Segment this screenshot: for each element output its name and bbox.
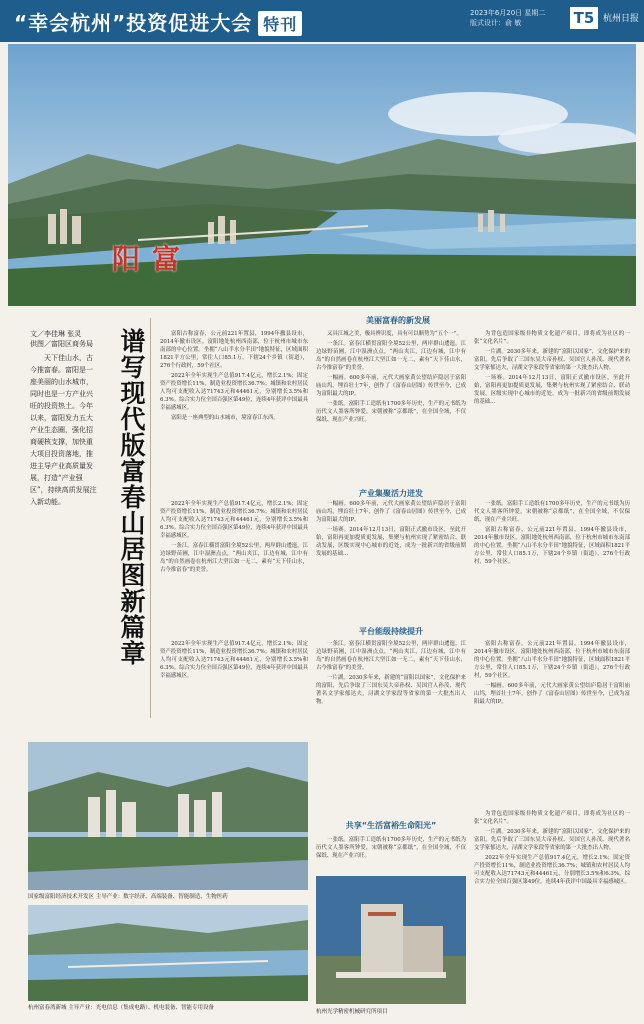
section-heading-shared-prosperity: 共享“生活富裕生命阳光” bbox=[345, 821, 437, 830]
development-zone-image bbox=[28, 742, 308, 890]
paragraph: 2022年全年实现生产总值917.4亿元，增长2.1%；固定资产投资增长11%，制造业投资增长36.7%；城镇和农村居民人均可支配收入达71743元和44461元，分别增长3.5%和6.3%。综合实力位全国百强区第49位，连续4年获评中国最具幸福感城区。 bbox=[474, 855, 630, 885]
article-column-10 bbox=[316, 836, 466, 876]
article-column-8 bbox=[316, 640, 466, 800]
paragraph: 一条江。富春江横贯富阳全境52公里，两岸群山逶迤，江边绿野苗圃，江中湿洲点点，“两山夹江，江边有城，江中有岛”的自然画卷在杭州江大坚江如一无二，素有“天下佳山水，古今推富春”的美誉。 bbox=[316, 641, 466, 671]
photo-credit: 供图／富阳区商务局 bbox=[30, 340, 93, 348]
section-heading-development: 美丽富春的新发展 bbox=[366, 316, 430, 325]
caption-optics-institute: 杭州光学精密机械研究所项目 bbox=[316, 1009, 388, 1015]
section-heading-platform: 平台能级持续提升 bbox=[359, 627, 423, 636]
paragraph: 一片湖。2030多年来，新建的“富阳以国家”，文化保护来的富阳，先后争取了三国东吴大帝孙权、吴国官人孙茂、现代著名文学家郁达夫，浔湖文学家段等省家的第一大批杰出人物。 bbox=[474, 829, 630, 851]
article-column-7 bbox=[160, 640, 308, 720]
article-column-4 bbox=[160, 500, 308, 620]
photo-new-city bbox=[28, 905, 308, 1001]
paragraph: 一张纸。富阳手工造纸有1700多年历史，生产的元书纸为历代文人墨客所钟爱，宋朝被称“京都纸”，在全国全域，不仅保纸、现在产业兴旺。 bbox=[474, 501, 630, 523]
optics-institute-image bbox=[316, 876, 466, 1004]
photo-development-zone bbox=[28, 742, 308, 890]
issue-date: 2023年6月20日 星期二 bbox=[470, 9, 546, 17]
article-column-9 bbox=[474, 640, 630, 800]
supplement-title: “幸会杭州”投资促进大会 特刊 bbox=[14, 7, 302, 36]
article-column-3 bbox=[474, 330, 630, 480]
city-river-panorama bbox=[8, 44, 636, 306]
paragraph: 一张纸。富阳手工造纸有1700多年历史，生产的元书纸为历代文人墨客所钟爱，宋朝被称“京都纸”，在全国全域，不仅保纸、现在产业兴旺。 bbox=[316, 401, 466, 423]
fuyang-calligraphy: 富阳 bbox=[108, 244, 181, 278]
paragraph: 2022年全年实现生产总值917.4亿元，增长2.1%；固定资产投资增长11%，制造业投资增长36.7%；城镇和农村居民人均可支配收入达71743元和44461元，分别增长3.5%和6.3%。综合实力位全国百强区第49位，连续4年获评中国最具幸福感城区。 bbox=[160, 501, 308, 539]
paragraph: 一片湖。2030多年来，新建的“富阳以国家”，文化保护来的富阳，先后争取了三国东吴大帝孙权、吴国官人孙茂、现代著名文学家郁达夫，浔湖文学家段等省家的第一大批杰出人物。 bbox=[474, 349, 630, 371]
hero-photo bbox=[8, 44, 636, 306]
paragraph: 又具江城之美，极具辨识度，具有可以顺势为“五个一”。 bbox=[327, 331, 462, 337]
paragraph: 一场赛。2014年12月13日，富阳正式撤市设区，至此开始，富阳再更加提质更发展，集聚与杭州实现了紧密结合、联动发展，区级实现中心城市的近处，成为一批新兴的省级前期发展的基础... bbox=[316, 527, 466, 557]
byline bbox=[30, 329, 93, 349]
special-issue-badge: 特刊 bbox=[258, 11, 302, 36]
paragraph: 一幅画。600多年前，元代大画家黄公望结庐隐居于富阳庙山坞，埋首壮士7年，创作了《富春山居图》传世至今，已成为富阳最大的IP。 bbox=[316, 501, 466, 523]
paragraph: 富阳古称富春，公元前221年置县，1994年撤县设市，2014年撤市设区。富阳地处杭州西南部，位于杭州市城市东南部的中心位置。坐拥“八山半水分半田”地貌特征，区域面积1821平方公里，常住人口85.1万，下辖24个乡镇（街道），276个行政村，59个社区。 bbox=[474, 641, 630, 679]
paragraph: 一条江。富春江横贯富阳全境52公里，两岸群山逶迤，江边绿野苗圃，江中湿洲点点，“两山夹江，江边有城，江中有岛”的自然画卷在杭州江大坚江如一无二，素有“天下佳山水，古今推富春”的美誉。 bbox=[316, 341, 466, 371]
newspaper-logo: 杭州日报 bbox=[603, 14, 640, 24]
column-divider bbox=[150, 318, 151, 718]
paragraph: 一场赛。2014年12月13日，富阳正式撤市设区，至此开始，富阳再更加提质更发展，集聚与杭州实现了紧密结合、联动发展，区级实现中心城市的近处，成为一批新兴的省级前期发展的基础... bbox=[474, 375, 630, 405]
page-number: T5 bbox=[570, 7, 598, 29]
photo-optics-institute bbox=[316, 876, 466, 1004]
section-heading-industry: 产业集聚活力迸发 bbox=[359, 489, 423, 498]
intro-paragraph: 天下佳山水，古今推富春。富阳是一座美丽的山水城市，同时也是一方产业兴旺的投资热土。今年以来，富阳发力五大产业生态圈，强化招商硬核支撑，加快重大项目投资落地，推进主导产业高质量发展，打造“产业强区”，持续高质发展注入新动能。 bbox=[30, 354, 97, 506]
article-column-1 bbox=[160, 330, 308, 480]
layout-editor: 版式设计：俞 敏 bbox=[470, 19, 522, 27]
article-column-6 bbox=[474, 500, 630, 620]
main-headline: 谱写现代版富春山居图新篇章 bbox=[117, 328, 146, 666]
paragraph: 一片湖。2030多年来，新建的“富阳以国家”，文化保护来的富阳，先后争取了三国东吴大帝孙权、吴国官人孙茂、现代著名文学家郁达夫，浔湖文学家段等省家的第一大批杰出人物。 bbox=[316, 675, 466, 705]
paragraph: 富阳是一座典型的山水城市，境富春江东西。 bbox=[171, 415, 279, 421]
caption-development-zone: 国家级富阳经济技术开发区 主导产业：数字经济、高端装备、智能制造、生物医药 bbox=[28, 894, 228, 900]
paragraph: 一幅画。600多年前，元代大画家黄公望结庐隐居于富阳庙山坞，埋首壮士7年，创作了《富春山居图》传世至今，已成为富阳最大的IP。 bbox=[316, 375, 466, 397]
paragraph: 2022年全年实现生产总值917.4亿元，增长2.1%；固定资产投资增长11%，制造业投资增长36.7%；城镇和农村居民人均可支配收入达71743元和44461元，分别增长3.5%和6.3%。综合实力位全国百强区第49位，连续4年获评中国最具幸福感城区。 bbox=[160, 373, 308, 411]
new-city-image bbox=[28, 905, 308, 1001]
paragraph: 为背包造国家级非物质文化遗产项目，即将成为社区的一张“文化名片”。 bbox=[474, 331, 630, 345]
authors: 文／李佳琳 张灵 bbox=[30, 330, 82, 338]
paragraph: 一张纸。富阳手工造纸有1700多年历史，生产的元书纸为历代文人墨客所钟爱，宋朝被称“京都纸”，在全国全域，不仅保纸、现在产业兴旺。 bbox=[316, 837, 466, 859]
paragraph: 一幅画。600多年前，元代大画家黄公望结庐隐居于富阳庙山坞，埋首壮士7年，创作了《富春山居图》传世至今，已成为富阳最大的IP。 bbox=[474, 683, 630, 705]
paragraph: 2022年全年实现生产总值917.4亿元，增长2.1%；固定资产投资增长11%，制造业投资增长36.7%；城镇和农村居民人均可支配收入达71743元和44461元，分别增长3.5%和6.3%。综合实力位全国百强区第49位，连续4年获评中国最具幸福感城区。 bbox=[160, 641, 308, 679]
article-column-11 bbox=[474, 810, 630, 1010]
article-column-5 bbox=[316, 500, 466, 620]
caption-new-city: 杭州富春湾新城 主导产业：光电信息（集成电路）、机电装备、智能专用设备 bbox=[28, 1005, 215, 1011]
page-header bbox=[0, 0, 644, 42]
article-column-2 bbox=[316, 330, 466, 480]
paragraph: 富阳古称富春，公元前221年置县，1994年撤县设市，2014年撤市设区。富阳地处杭州西南部，位于杭州市城市东南部的中心位置。坐拥“八山半水分半田”地貌特征，区域面积1821平方公里，常住人口85.1万，下辖24个乡镇（街道），276个行政村，59个社区。 bbox=[160, 331, 308, 369]
paragraph: 一条江。富春江横贯富阳全境52公里，两岸群山逶迤，江边绿野苗圃，江中湿洲点点，“两山夹江，江边有城，江中有岛”的自然画卷在杭州江大坚江如一无二，素有“天下佳山水，古今推富春”的美誉。 bbox=[160, 543, 308, 573]
paragraph: 富阳古称富春，公元前221年置县，1994年撤县设市，2014年撤市设区。富阳地处杭州西南部，位于杭州市城市东南部的中心位置。坐拥“八山半水分半田”地貌特征，区域面积1821平方公里，常住人口85.1万，下辖24个乡镇（街道），276个行政村，59个社区。 bbox=[474, 527, 630, 565]
paragraph: 为背包造国家级非物质文化遗产项目，即将成为社区的一张“文化名片”。 bbox=[474, 811, 630, 825]
issue-meta bbox=[470, 8, 545, 28]
